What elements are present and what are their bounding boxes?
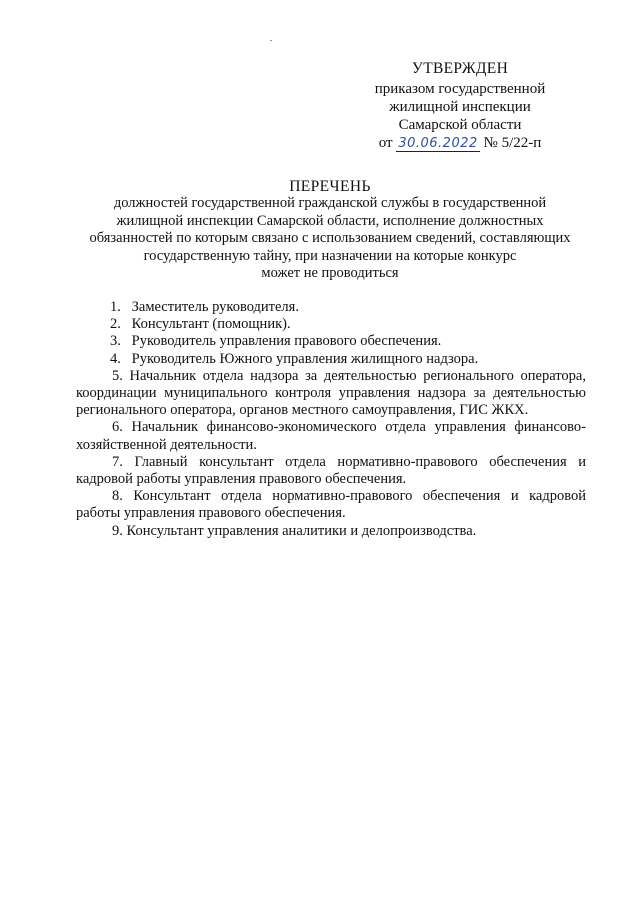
date-prefix: от	[378, 135, 393, 151]
list-item: 8. Консультант отдела нормативно-правового обеспечения и кадровой работы управления правового обеспечения.	[76, 488, 586, 522]
item-text: Руководитель управления правового обеспечения.	[131, 333, 442, 350]
subtitle-line: обязанностей по которым связано с использованием сведений, составляющих	[89, 230, 571, 246]
item-text: Заместитель руководителя.	[131, 299, 299, 315]
list-item: 5. Начальник отдела надзора за деятельностью регионального оператора, координации муниципального контроля управления надзора за деятельностью регионального оператора, органов местного самоуправления, ГИС ЖКХ.	[76, 367, 586, 419]
list-item: 6. Начальник финансово-экономического отдела управления финансово-хозяйственной деятельности.	[76, 419, 586, 453]
list-item: 9. Консультант управления аналитики и делопроизводства.	[112, 522, 477, 539]
order-date-line	[340, 134, 580, 153]
list-item	[76, 351, 586, 368]
scan-speck	[270, 40, 272, 41]
subtitle-line: жилищной инспекции Самарской области, исполнение должностных	[116, 212, 544, 229]
list-item	[76, 316, 586, 333]
handwritten-date: 30.06.2022	[398, 136, 478, 151]
list-item: 7. Главный консультант отдела нормативно-правового обеспечения и кадровой работы управления правового обеспечения.	[76, 453, 586, 488]
subtitle-line: может не проводиться	[261, 265, 399, 281]
item-number: 2.	[110, 316, 121, 333]
item-number: 4.	[110, 350, 121, 367]
subtitle-line: государственную тайну, при назначении на которые конкурс	[143, 247, 517, 264]
document-title: ПЕРЕЧЕНЬ	[289, 178, 371, 195]
document-subtitle	[55, 195, 605, 283]
item-text: Руководитель Южного управления жилищного надзора.	[131, 350, 479, 367]
order-number: № 5/22-п	[483, 135, 542, 151]
item-text: Консультант (помощник).	[131, 316, 291, 333]
list-item	[76, 299, 586, 316]
item-number: 3.	[110, 333, 121, 350]
approval-line-2: жилищной инспекции	[389, 99, 531, 115]
approved-heading: УТВЕРЖДЕН	[411, 60, 509, 77]
subtitle-line: должностей государственной гражданской службы в государственной	[113, 195, 547, 211]
approval-block	[340, 60, 580, 153]
approval-line-1: приказом государственной	[374, 81, 546, 97]
approval-line-3: Самарской области	[398, 117, 522, 133]
item-number: 1.	[110, 299, 121, 315]
positions-list	[76, 299, 586, 540]
list-item	[76, 333, 586, 350]
